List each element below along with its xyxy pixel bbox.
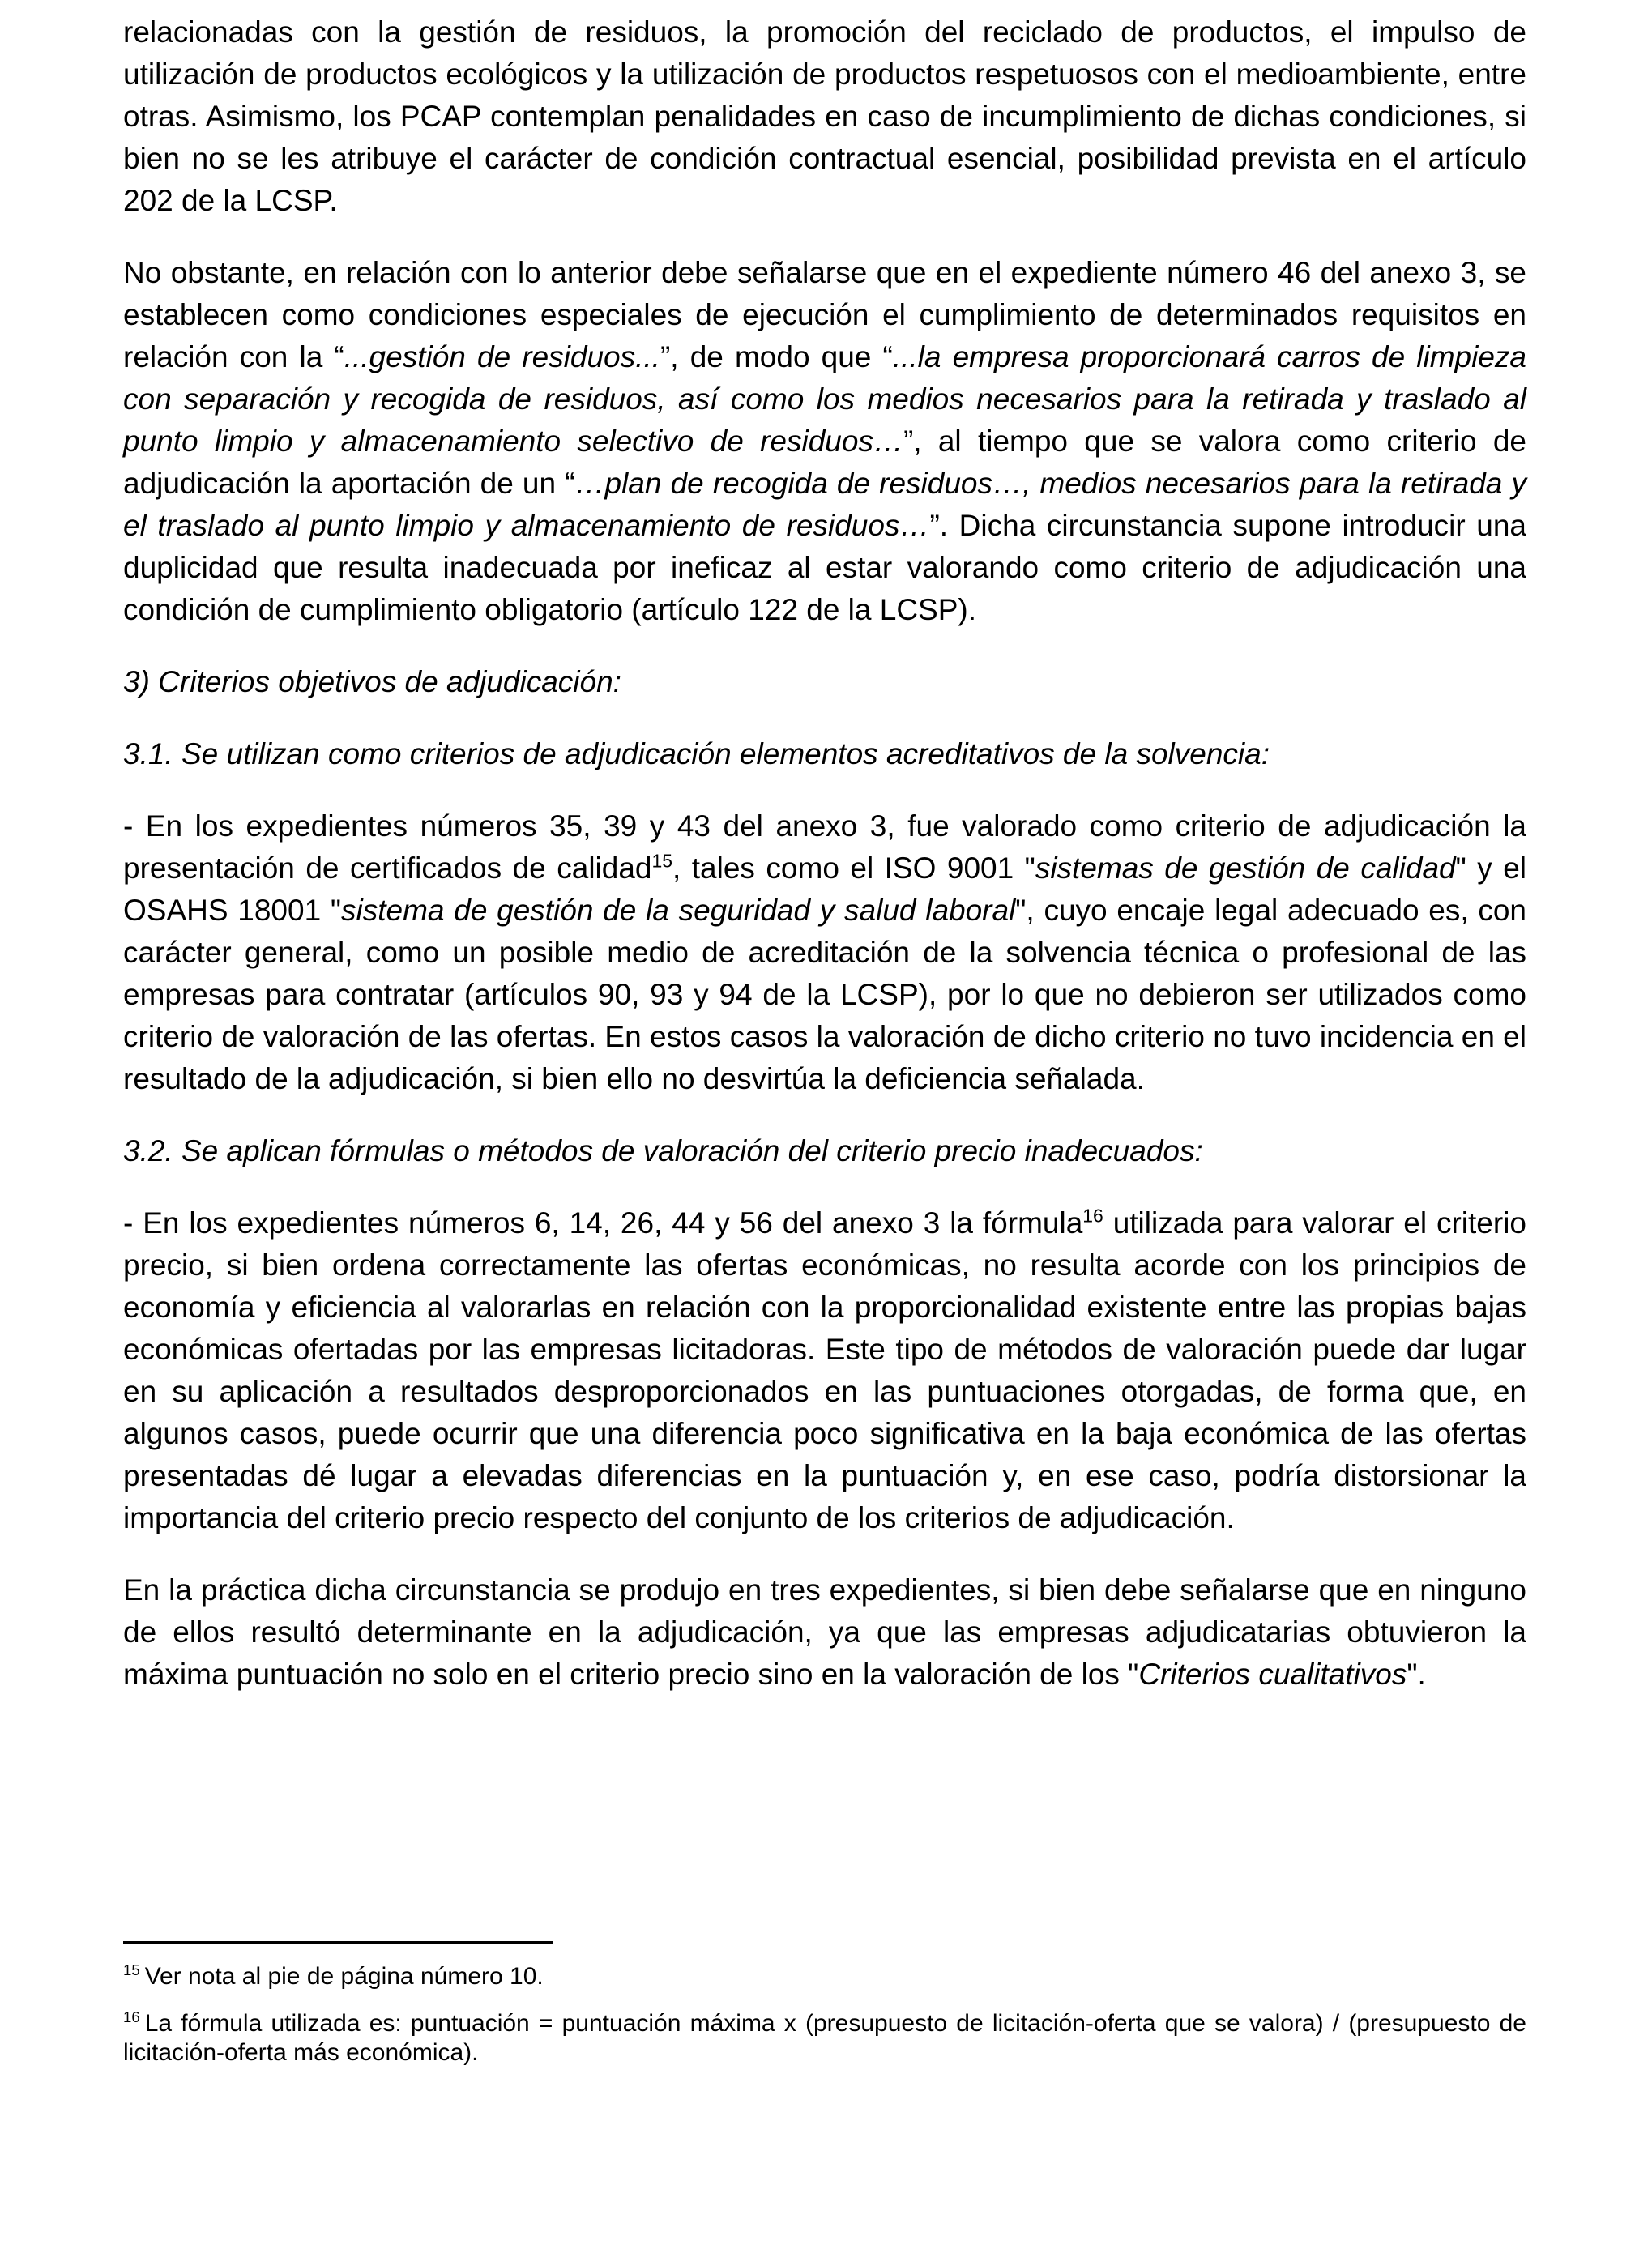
italic-text: 3.1. Se utilizan como criterios de adjudicación elementos acreditativos de la solvencia: — [123, 737, 1270, 770]
text-run: relacionadas con la gestión de residuos, la promoción del reciclado de productos, el impulso de utilización de productos ecológicos y la utilización de productos respetuosos con el medioambiente, entre otras. Asimismo, los PCAP contemplan penalidades en caso de incumplimiento de dichas condiciones, si bien no se les atribuye el carácter de condición contractual esencial, posibilidad prevista en el artículo 202 de la LCSP. — [123, 15, 1526, 217]
footnote-number: 16 — [123, 2008, 140, 2025]
footnote-list — [123, 1962, 1526, 2068]
text-run: " y el OSAHS 18001 " — [123, 851, 1526, 927]
text-run: Ver nota al pie de página número 10. — [144, 1963, 544, 1990]
text-run: No obstante, en relación con lo anterior debe señalarse que en el expediente número 46 del anexo 3, se establecen como condiciones especiales de ejecución el cumplimiento de determinados requisitos en relación con la “ — [123, 256, 1526, 373]
section-heading — [123, 661, 1526, 703]
italic-text: sistemas de gestión de calidad — [1035, 851, 1456, 885]
footnote-number: 15 — [123, 1961, 140, 1978]
footnote-area — [123, 1941, 1526, 2085]
footnote-separator — [123, 1941, 553, 1944]
text-run: , tales como el ISO 9001 " — [672, 851, 1035, 885]
italic-text: Criterios cualitativos — [1138, 1658, 1407, 1691]
text-run: En la práctica dicha circunstancia se produjo en tres expedientes, si bien debe señalarse que en ninguno de ellos resultó determinante en la adjudicación, ya que las empresas adjudicatarias obtuvieron la máxima puntuación no solo en el criterio precio sino en la valoración de los " — [123, 1573, 1526, 1691]
text-run: ”. Dicha circunstancia supone introducir una duplicidad que resulta inadecuada por ineficaz al estar valorando como criterio de adjudicación una condición de cumplimiento obligatorio (artículo 122 de la LCSP). — [123, 509, 1526, 626]
footnote-ref: 16 — [1082, 1205, 1103, 1227]
text-run: ". — [1407, 1658, 1426, 1691]
text-run: ”, de modo que “ — [660, 340, 893, 373]
footnote — [123, 1962, 1526, 1991]
text-run: - En los expedientes números 35, 39 y 43 del anexo 3, fue valorado como criterio de adjudicación la presentación de certificados de calidad — [123, 809, 1526, 885]
italic-text: 3) Criterios objetivos de adjudicación: — [123, 665, 621, 698]
footnote — [123, 2009, 1526, 2068]
paragraph — [123, 1569, 1526, 1696]
italic-text: sistema de gestión de la seguridad y salud laboral — [341, 894, 1016, 927]
text-run: utilizada para valorar el criterio precio, si bien ordena correctamente las ofertas económicas, no resulta acorde con los principios de economía y eficiencia al valorarlas en relación con la proporcionalidad existente entre las propias bajas económicas ofertadas por las empresas licitadoras. Este tipo de métodos de valoración puede dar lugar en su aplicación a resultados desproporcionados en las puntuaciones otorgadas, de forma que, en algunos casos, puede ocurrir que una diferencia poco significativa en la baja económica de las ofertas presentadas dé lugar a elevadas diferencias en la puntuación y, en ese caso, podría distorsionar la importancia del criterio precio respecto del conjunto de los criterios de adjudicación. — [123, 1206, 1526, 1534]
italic-text: 3.2. Se aplican fórmulas o métodos de valoración del criterio precio inadecuados: — [123, 1134, 1203, 1167]
italic-text: ...gestión de residuos... — [344, 340, 660, 373]
italic-text: ...la empresa proporcionará carros de limpieza con separación y recogida de residuos, así como los medios necesarios para la retirada y traslado al punto limpio y almacenamiento selectivo de residuos… — [123, 340, 1527, 458]
footnote-ref: 15 — [651, 850, 673, 872]
paragraph — [123, 252, 1526, 631]
paragraph — [123, 805, 1526, 1100]
text-run: ", cuyo encaje legal adecuado es, con carácter general, como un posible medio de acreditación de la solvencia técnica o profesional de las empresas para contratar (artículos 90, 93 y 94 de la LCSP), por lo que no debieron ser utilizados como criterio de valoración de las ofertas. En estos casos la valoración de dicho criterio no tuvo incidencia en el resultado de la adjudicación, si bien ello no desvirtúa la deficiencia señalada. — [123, 894, 1527, 1095]
paragraph — [123, 11, 1526, 222]
section-heading — [123, 733, 1526, 775]
text-run: - En los expedientes números 6, 14, 26, 44 y 56 del anexo 3 la fórmula — [123, 1206, 1083, 1240]
text-run: ”, al tiempo que se valora como criterio de adjudicación la aportación de un “ — [123, 425, 1526, 500]
section-heading — [123, 1130, 1526, 1172]
text-run: La fórmula utilizada es: puntuación = puntuación máxima x (presupuesto de licitación-oferta que se valora) / (presupuesto de licitación-oferta más económica). — [123, 2010, 1526, 2066]
italic-text: …plan de recogida de residuos…, medios necesarios para la retirada y el traslado al punto limpio y almacenamiento de residuos… — [123, 467, 1526, 542]
document-body — [123, 11, 1526, 1726]
paragraph — [123, 1202, 1526, 1539]
